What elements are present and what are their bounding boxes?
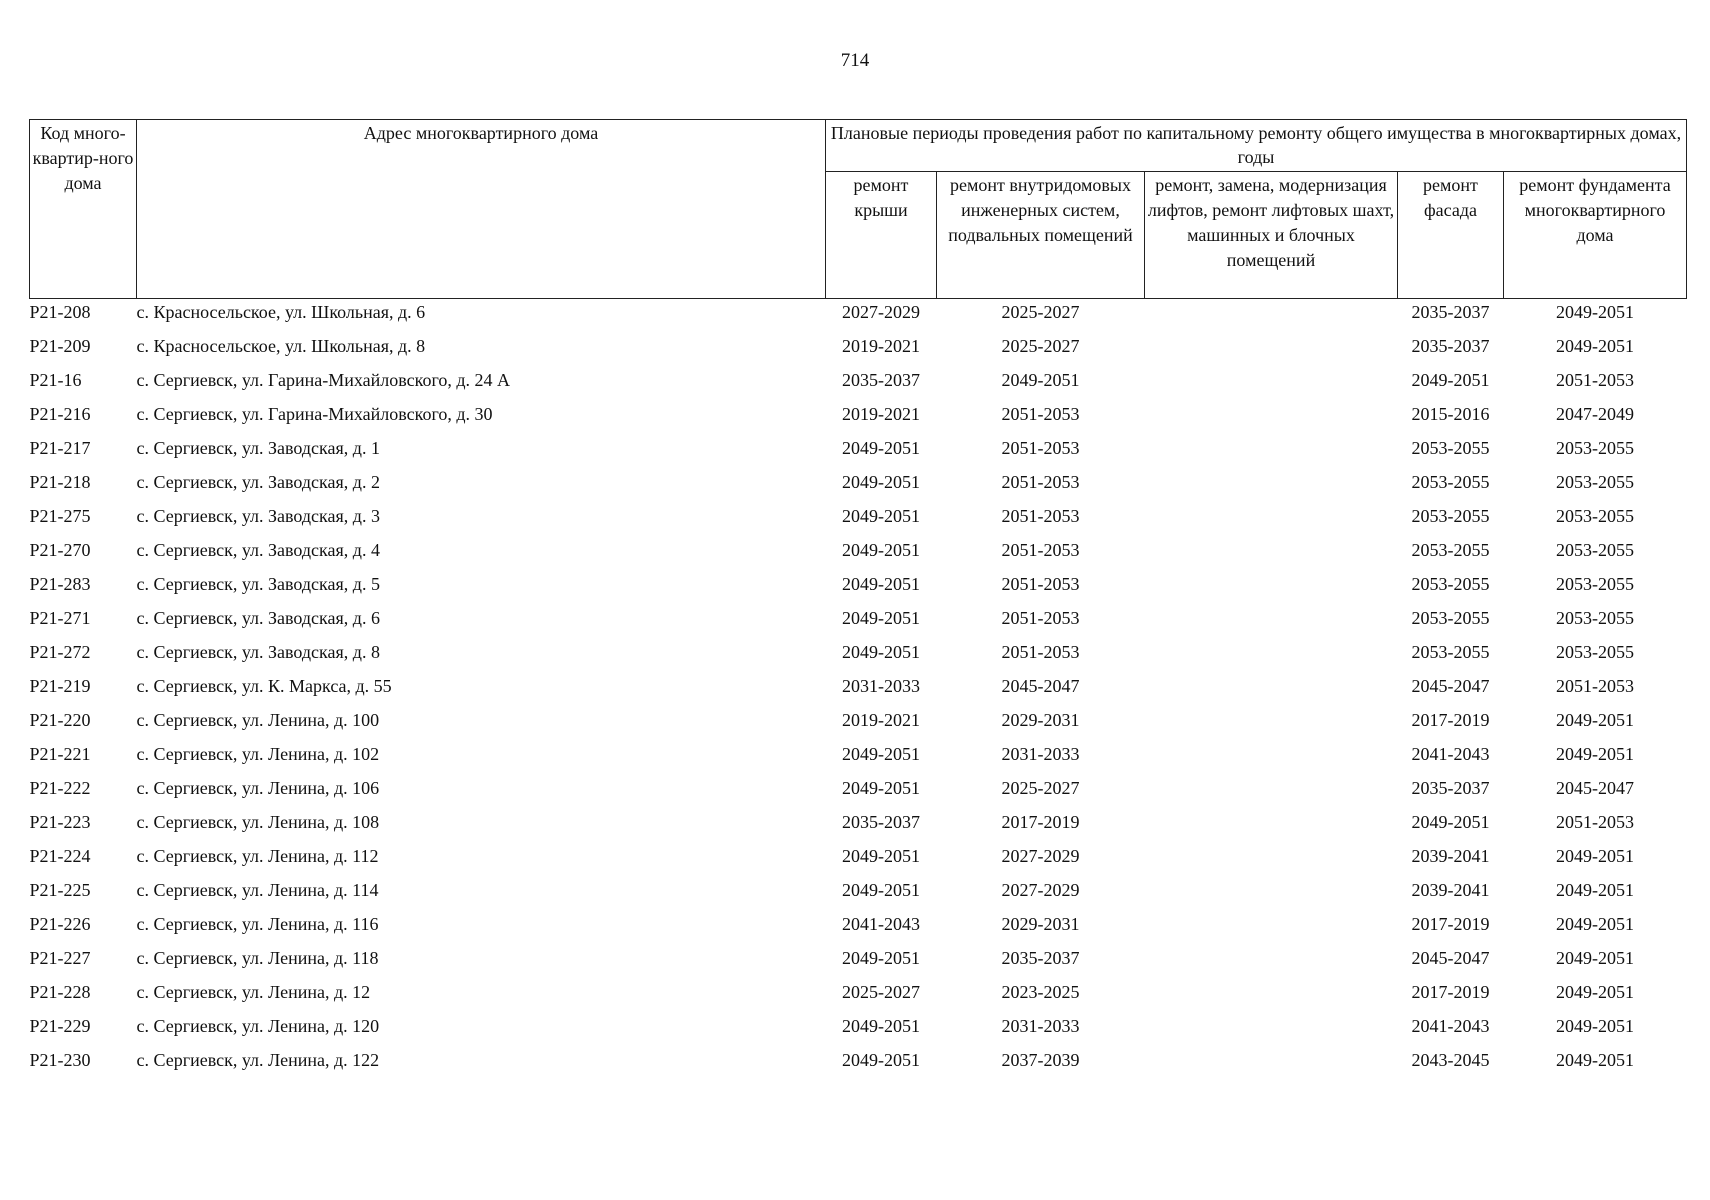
table-row bbox=[30, 469, 1687, 503]
cell-roof: 2049-2051 bbox=[842, 1016, 920, 1036]
cell-facade: 2015-2016 bbox=[1411, 404, 1490, 424]
cell-engineering: 2017-2019 bbox=[1001, 812, 1080, 832]
header-foundation: ремонт фундамента многоквартирного дома bbox=[1504, 172, 1687, 299]
cell-address: с. Сергиевск, ул. Ленина, д. 114 bbox=[136, 880, 379, 900]
header-facade: ремонт фасада bbox=[1398, 172, 1504, 299]
cell-engineering: 2031-2033 bbox=[1001, 1016, 1080, 1036]
table-row bbox=[30, 707, 1687, 741]
table-row bbox=[30, 945, 1687, 979]
cell-foundation: 2051-2053 bbox=[1556, 812, 1634, 832]
cell-facade: 2053-2055 bbox=[1411, 540, 1490, 560]
table-row bbox=[30, 435, 1687, 469]
cell-roof: 2019-2021 bbox=[842, 404, 920, 424]
cell-roof: 2049-2051 bbox=[842, 948, 920, 968]
cell-foundation: 2049-2051 bbox=[1556, 744, 1634, 764]
table-row bbox=[30, 299, 1687, 334]
cell-engineering: 2035-2037 bbox=[1001, 948, 1080, 968]
cell-roof: 2049-2051 bbox=[842, 642, 920, 662]
header-code: Код много-квартир-ного дома bbox=[30, 120, 137, 299]
cell-roof: 2049-2051 bbox=[842, 744, 920, 764]
cell-foundation: 2049-2051 bbox=[1556, 948, 1634, 968]
cell-facade: 2017-2019 bbox=[1411, 982, 1490, 1002]
cell-code: P21-222 bbox=[29, 778, 91, 798]
cell-roof: 2027-2029 bbox=[842, 302, 920, 322]
cell-address: с. Сергиевск, ул. Ленина, д. 12 bbox=[136, 982, 371, 1002]
cell-elevators bbox=[1145, 945, 1398, 979]
cell-elevators bbox=[1145, 639, 1398, 673]
table-row bbox=[30, 877, 1687, 911]
cell-code: P21-219 bbox=[29, 676, 91, 696]
cell-address: с. Сергиевск, ул. Гарина-Михайловского, д. 30 bbox=[136, 404, 493, 424]
cell-engineering: 2037-2039 bbox=[1001, 1050, 1080, 1070]
cell-address: с. Сергиевск, ул. Ленина, д. 120 bbox=[136, 1016, 380, 1036]
cell-facade: 2053-2055 bbox=[1411, 608, 1490, 628]
cell-address: с. Сергиевск, ул. Гарина-Михайловского, д. 24 А bbox=[136, 370, 511, 390]
table-row bbox=[30, 741, 1687, 775]
cell-facade: 2041-2043 bbox=[1411, 1016, 1490, 1036]
cell-elevators bbox=[1145, 333, 1398, 367]
cell-foundation: 2049-2051 bbox=[1556, 846, 1634, 866]
cell-code: P21-283 bbox=[29, 574, 91, 594]
cell-address: с. Сергиевск, ул. Ленина, д. 122 bbox=[136, 1050, 380, 1070]
header-roof: ремонт крыши bbox=[826, 172, 937, 299]
cell-roof: 2049-2051 bbox=[842, 608, 920, 628]
cell-roof: 2049-2051 bbox=[842, 778, 920, 798]
cell-facade: 2017-2019 bbox=[1411, 914, 1490, 934]
cell-address: с. Сергиевск, ул. Заводская, д. 8 bbox=[136, 642, 380, 662]
cell-facade: 2053-2055 bbox=[1411, 506, 1490, 526]
cell-facade: 2017-2019 bbox=[1411, 710, 1490, 730]
cell-elevators bbox=[1145, 435, 1398, 469]
cell-facade: 2053-2055 bbox=[1411, 642, 1490, 662]
cell-engineering: 2031-2033 bbox=[1001, 744, 1080, 764]
cell-roof: 2019-2021 bbox=[842, 710, 920, 730]
cell-foundation: 2051-2053 bbox=[1556, 370, 1634, 390]
cell-elevators bbox=[1145, 673, 1398, 707]
cell-roof: 2031-2033 bbox=[842, 676, 920, 696]
cell-engineering: 2023-2025 bbox=[1001, 982, 1080, 1002]
cell-address: с. Сергиевск, ул. Заводская, д. 4 bbox=[136, 540, 380, 560]
cell-facade: 2035-2037 bbox=[1411, 778, 1490, 798]
cell-roof: 2049-2051 bbox=[842, 1050, 920, 1070]
cell-foundation: 2049-2051 bbox=[1556, 1016, 1634, 1036]
table-row bbox=[30, 775, 1687, 809]
cell-elevators bbox=[1145, 775, 1398, 809]
table-header bbox=[30, 120, 1687, 299]
page-number: 714 bbox=[840, 50, 870, 71]
cell-facade: 2035-2037 bbox=[1411, 336, 1490, 356]
cell-code: P21-271 bbox=[29, 608, 91, 628]
cell-elevators bbox=[1145, 809, 1398, 843]
cell-foundation: 2053-2055 bbox=[1556, 642, 1634, 662]
cell-elevators bbox=[1145, 469, 1398, 503]
cell-facade: 2049-2051 bbox=[1411, 370, 1490, 390]
cell-code: P21-217 bbox=[29, 438, 91, 458]
cell-facade: 2049-2051 bbox=[1411, 812, 1490, 832]
cell-engineering: 2025-2027 bbox=[1001, 336, 1080, 356]
cell-code: P21-229 bbox=[29, 1016, 91, 1036]
cell-engineering: 2027-2029 bbox=[1001, 880, 1080, 900]
cell-foundation: 2045-2047 bbox=[1556, 778, 1634, 798]
cell-code: P21-209 bbox=[29, 336, 91, 356]
cell-roof: 2049-2051 bbox=[842, 574, 920, 594]
cell-address: с. Сергиевск, ул. Ленина, д. 106 bbox=[136, 778, 380, 798]
header-address: Адрес многоквартирного дома bbox=[137, 120, 826, 299]
cell-address: с. Сергиевск, ул. Заводская, д. 5 bbox=[136, 574, 380, 594]
cell-roof: 2049-2051 bbox=[842, 846, 920, 866]
cell-code: P21-208 bbox=[29, 302, 91, 322]
table-row bbox=[30, 605, 1687, 639]
cell-facade: 2039-2041 bbox=[1411, 846, 1490, 866]
cell-foundation: 2049-2051 bbox=[1556, 982, 1634, 1002]
cell-foundation: 2053-2055 bbox=[1556, 574, 1634, 594]
cell-address: с. Сергиевск, ул. Заводская, д. 1 bbox=[136, 438, 380, 458]
cell-facade: 2045-2047 bbox=[1411, 948, 1490, 968]
cell-roof: 2049-2051 bbox=[842, 472, 920, 492]
cell-elevators bbox=[1145, 503, 1398, 537]
cell-elevators bbox=[1145, 1013, 1398, 1047]
cell-engineering: 2025-2027 bbox=[1001, 302, 1080, 322]
cell-elevators bbox=[1145, 877, 1398, 911]
cell-foundation: 2053-2055 bbox=[1556, 472, 1634, 492]
table-row bbox=[30, 639, 1687, 673]
table-row bbox=[30, 401, 1687, 435]
table-row bbox=[30, 809, 1687, 843]
cell-code: P21-227 bbox=[29, 948, 91, 968]
table-row bbox=[30, 843, 1687, 877]
header-engineering: ремонт внутридомовых инженерных систем, подвальных помещений bbox=[937, 172, 1145, 299]
table-row bbox=[30, 1047, 1687, 1081]
cell-elevators bbox=[1145, 401, 1398, 435]
cell-facade: 2053-2055 bbox=[1411, 472, 1490, 492]
cell-elevators bbox=[1145, 1047, 1398, 1081]
table-row bbox=[30, 673, 1687, 707]
cell-address: с. Красносельское, ул. Школьная, д. 8 bbox=[136, 336, 426, 356]
cell-elevators bbox=[1145, 741, 1398, 775]
cell-code: P21-272 bbox=[29, 642, 91, 662]
cell-engineering: 2051-2053 bbox=[1001, 642, 1080, 662]
cell-foundation: 2047-2049 bbox=[1556, 404, 1634, 424]
cell-address: с. Сергиевск, ул. Заводская, д. 6 bbox=[136, 608, 380, 628]
cell-engineering: 2051-2053 bbox=[1001, 404, 1080, 424]
cell-foundation: 2049-2051 bbox=[1556, 880, 1634, 900]
cell-roof: 2049-2051 bbox=[842, 506, 920, 526]
cell-elevators bbox=[1145, 911, 1398, 945]
cell-address: с. Сергиевск, ул. Заводская, д. 2 bbox=[136, 472, 380, 492]
cell-engineering: 2029-2031 bbox=[1001, 914, 1080, 934]
cell-engineering: 2051-2053 bbox=[1001, 608, 1080, 628]
cell-foundation: 2053-2055 bbox=[1556, 506, 1634, 526]
cell-facade: 2043-2045 bbox=[1411, 1050, 1490, 1070]
cell-code: P21-224 bbox=[29, 846, 91, 866]
cell-code: P21-228 bbox=[29, 982, 91, 1002]
cell-facade: 2053-2055 bbox=[1411, 574, 1490, 594]
cell-roof: 2025-2027 bbox=[842, 982, 920, 1002]
cell-elevators bbox=[1145, 299, 1398, 334]
cell-engineering: 2051-2053 bbox=[1001, 472, 1080, 492]
table-body bbox=[30, 299, 1687, 1082]
cell-address: с. Сергиевск, ул. К. Маркса, д. 55 bbox=[136, 676, 392, 696]
cell-foundation: 2049-2051 bbox=[1556, 1050, 1634, 1070]
header-periods-group: Плановые периоды проведения работ по капитальному ремонту общего имущества в многоквартирных домах, годы bbox=[826, 120, 1687, 172]
cell-roof: 2041-2043 bbox=[842, 914, 920, 934]
cell-roof: 2035-2037 bbox=[842, 370, 920, 390]
cell-foundation: 2049-2051 bbox=[1556, 336, 1634, 356]
cell-engineering: 2051-2053 bbox=[1001, 540, 1080, 560]
cell-foundation: 2049-2051 bbox=[1556, 914, 1634, 934]
cell-address: с. Сергиевск, ул. Ленина, д. 100 bbox=[136, 710, 380, 730]
cell-roof: 2035-2037 bbox=[842, 812, 920, 832]
cell-engineering: 2027-2029 bbox=[1001, 846, 1080, 866]
table-row bbox=[30, 911, 1687, 945]
cell-facade: 2045-2047 bbox=[1411, 676, 1490, 696]
cell-elevators bbox=[1145, 537, 1398, 571]
cell-code: P21-226 bbox=[29, 914, 91, 934]
cell-address: с. Сергиевск, ул. Заводская, д. 3 bbox=[136, 506, 380, 526]
cell-code: P21-221 bbox=[29, 744, 91, 764]
cell-foundation: 2053-2055 bbox=[1556, 608, 1634, 628]
cell-elevators bbox=[1145, 979, 1398, 1013]
repair-schedule-table bbox=[29, 119, 1687, 1081]
table-row bbox=[30, 503, 1687, 537]
cell-address: с. Сергиевск, ул. Ленина, д. 118 bbox=[136, 948, 379, 968]
cell-code: P21-220 bbox=[29, 710, 91, 730]
cell-elevators bbox=[1145, 367, 1398, 401]
cell-code: P21-16 bbox=[29, 370, 82, 390]
cell-engineering: 2051-2053 bbox=[1001, 438, 1080, 458]
table-row bbox=[30, 1013, 1687, 1047]
cell-elevators bbox=[1145, 605, 1398, 639]
table-row bbox=[30, 571, 1687, 605]
cell-code: P21-216 bbox=[29, 404, 91, 424]
cell-engineering: 2029-2031 bbox=[1001, 710, 1080, 730]
cell-facade: 2039-2041 bbox=[1411, 880, 1490, 900]
cell-roof: 2049-2051 bbox=[842, 540, 920, 560]
table-row bbox=[30, 537, 1687, 571]
cell-foundation: 2051-2053 bbox=[1556, 676, 1634, 696]
cell-facade: 2035-2037 bbox=[1411, 302, 1490, 322]
cell-address: с. Сергиевск, ул. Ленина, д. 116 bbox=[136, 914, 379, 934]
table-row bbox=[30, 333, 1687, 367]
cell-foundation: 2049-2051 bbox=[1556, 710, 1634, 730]
cell-address: с. Красносельское, ул. Школьная, д. 6 bbox=[136, 302, 426, 322]
cell-code: P21-218 bbox=[29, 472, 91, 492]
cell-engineering: 2049-2051 bbox=[1001, 370, 1080, 390]
cell-code: P21-230 bbox=[29, 1050, 91, 1070]
cell-foundation: 2049-2051 bbox=[1556, 302, 1634, 322]
cell-engineering: 2025-2027 bbox=[1001, 778, 1080, 798]
table-row bbox=[30, 367, 1687, 401]
table-row bbox=[30, 979, 1687, 1013]
cell-engineering: 2051-2053 bbox=[1001, 506, 1080, 526]
cell-elevators bbox=[1145, 571, 1398, 605]
cell-facade: 2041-2043 bbox=[1411, 744, 1490, 764]
cell-elevators bbox=[1145, 843, 1398, 877]
cell-engineering: 2051-2053 bbox=[1001, 574, 1080, 594]
cell-engineering: 2045-2047 bbox=[1001, 676, 1080, 696]
cell-address: с. Сергиевск, ул. Ленина, д. 108 bbox=[136, 812, 380, 832]
cell-facade: 2053-2055 bbox=[1411, 438, 1490, 458]
cell-code: P21-275 bbox=[29, 506, 91, 526]
cell-roof: 2019-2021 bbox=[842, 336, 920, 356]
cell-roof: 2049-2051 bbox=[842, 438, 920, 458]
header-elevators: ремонт, замена, модернизация лифтов, ремонт лифтовых шахт, машинных и блочных помещений bbox=[1145, 172, 1398, 299]
cell-code: P21-225 bbox=[29, 880, 91, 900]
cell-code: P21-223 bbox=[29, 812, 91, 832]
cell-address: с. Сергиевск, ул. Ленина, д. 112 bbox=[136, 846, 379, 866]
cell-address: с. Сергиевск, ул. Ленина, д. 102 bbox=[136, 744, 380, 764]
cell-foundation: 2053-2055 bbox=[1556, 540, 1634, 560]
cell-foundation: 2053-2055 bbox=[1556, 438, 1634, 458]
cell-elevators bbox=[1145, 707, 1398, 741]
cell-roof: 2049-2051 bbox=[842, 880, 920, 900]
cell-code: P21-270 bbox=[29, 540, 91, 560]
